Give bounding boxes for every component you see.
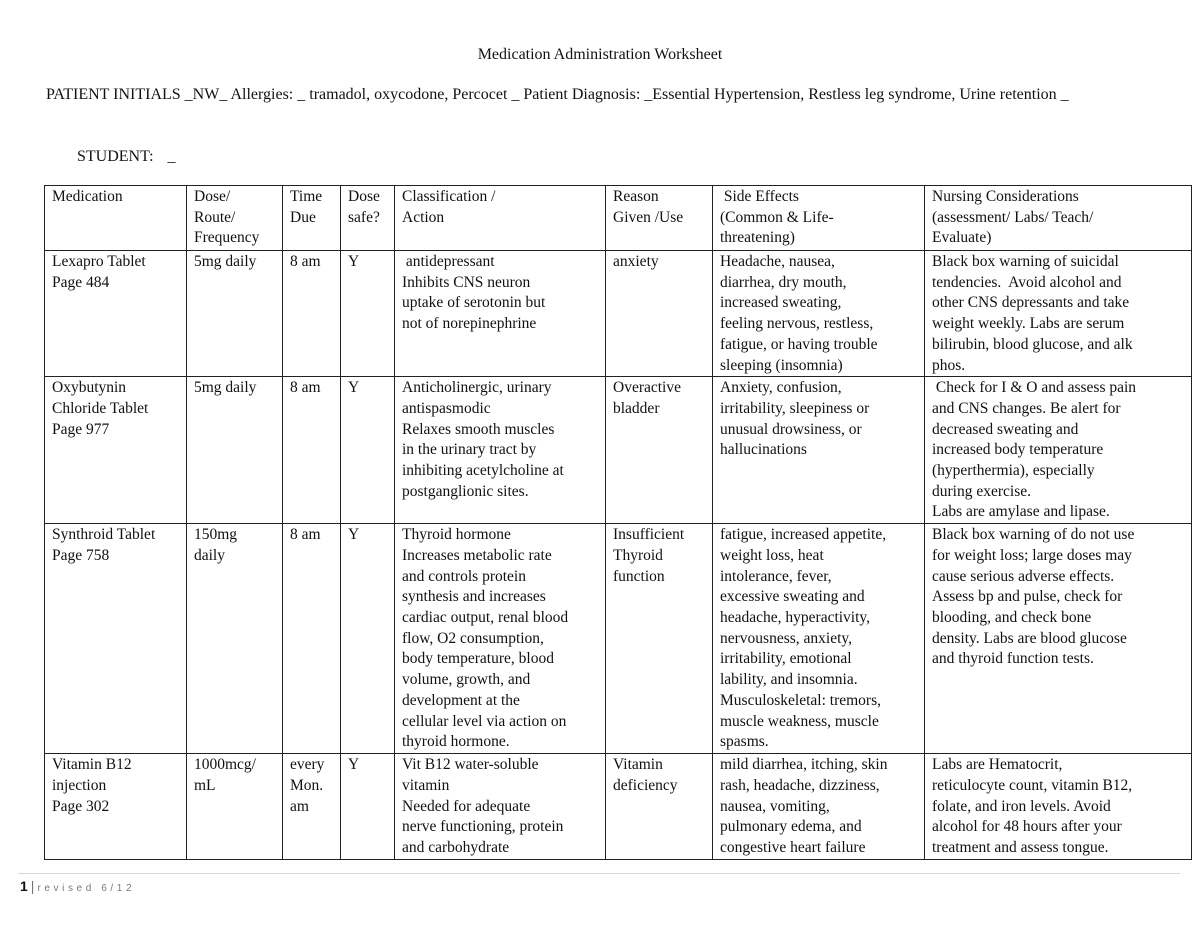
table-row-vitamin-b12 bbox=[45, 754, 1192, 860]
cell-text-line: Black box warning of suicidal bbox=[932, 253, 1119, 270]
medication-table bbox=[44, 185, 1192, 860]
cell-text-line: Synthroid Tablet bbox=[52, 526, 156, 544]
cell-text-line: Lexapro Tablet bbox=[52, 253, 146, 270]
cell-text-line: injection bbox=[52, 776, 107, 794]
cell-dose-safe bbox=[341, 524, 395, 754]
cell-text-line: alcohol for 48 hours after your bbox=[932, 818, 1122, 836]
cell-text-line: nerve functioning, protein bbox=[402, 818, 564, 836]
cell-text-line: Black box warning of do not use bbox=[932, 526, 1135, 544]
cell-dose bbox=[187, 377, 283, 524]
cell-text-line: intolerance, fever, bbox=[720, 567, 832, 585]
cell-text-line: Insufficient bbox=[613, 526, 685, 544]
footer-divider bbox=[18, 873, 1180, 874]
cell-text-line: density. Labs are blood glucose bbox=[932, 629, 1127, 647]
cell-text-line: cause serious adverse effects. bbox=[932, 567, 1115, 585]
cell-text-line: Nursing Considerations bbox=[932, 188, 1079, 205]
cell-text-line: 8 am bbox=[290, 253, 321, 270]
table-header-row bbox=[45, 186, 1192, 251]
cell-text-line: thyroid hormone. bbox=[402, 733, 510, 751]
cell-text-line: and thyroid function tests. bbox=[932, 650, 1094, 668]
cell-dose bbox=[187, 251, 283, 377]
cell-reason bbox=[606, 251, 713, 377]
cell-text-line: Page 977 bbox=[52, 420, 110, 438]
cell-dose bbox=[187, 754, 283, 860]
cell-text-line: Side Effects bbox=[720, 188, 799, 205]
patient-info-line: PATIENT INITIALS _NW_ Allergies: _ tramadol, oxycodone, Percocet _ Patient Diagnosis: _Essential Hypertension, Restless leg syndrome, Urine retention _ bbox=[46, 86, 1069, 103]
cell-text-line: Classification / bbox=[402, 188, 496, 205]
cell-text-line: Headache, nausea, bbox=[720, 253, 835, 270]
cell-dose-safe bbox=[341, 754, 395, 860]
cell-text-line: development at the bbox=[402, 691, 520, 709]
cell-text-line: weight weekly. Labs are serum bbox=[932, 315, 1125, 333]
header-medication bbox=[45, 186, 187, 251]
cell-text-line: 5mg daily bbox=[194, 253, 257, 270]
cell-text-line: spasms. bbox=[720, 733, 769, 751]
cell-text-line: feeling nervous, restless, bbox=[720, 315, 874, 333]
cell-classification bbox=[395, 377, 606, 524]
cell-text-line: antispasmodic bbox=[402, 399, 491, 417]
cell-text-line: Page 484 bbox=[52, 273, 110, 291]
cell-text-line: Y bbox=[348, 526, 360, 544]
header-dose-safe bbox=[341, 186, 395, 251]
header-dose-route-frequency bbox=[187, 186, 283, 251]
cell-side-effects bbox=[713, 251, 925, 377]
header-time-due bbox=[283, 186, 341, 251]
cell-text-line: Mon. bbox=[290, 776, 324, 794]
cell-text-line: Assess bp and pulse, check for bbox=[932, 588, 1123, 606]
header-nursing-considerations bbox=[925, 186, 1192, 251]
cell-side-effects bbox=[713, 377, 925, 524]
cell-nursing-considerations bbox=[925, 754, 1192, 860]
cell-text-line: cardiac output, renal blood bbox=[402, 609, 569, 627]
cell-text-line: sleeping (insomnia) bbox=[720, 356, 843, 374]
cell-text-line: Time bbox=[290, 188, 323, 205]
cell-text-line: Labs are amylase and lipase. bbox=[932, 503, 1110, 521]
cell-text-line: daily bbox=[194, 546, 225, 564]
student-line bbox=[77, 146, 176, 168]
cell-text-line: Thyroid hormone bbox=[402, 526, 511, 544]
cell-time-due bbox=[283, 524, 341, 754]
cell-text-line: diarrhea, dry mouth, bbox=[720, 273, 847, 291]
cell-text-line: Thyroid bbox=[613, 546, 663, 564]
cell-text-line: Oxybutynin bbox=[52, 379, 127, 397]
cell-text-line: Y bbox=[348, 756, 360, 774]
cell-text-line: nausea, vomiting, bbox=[720, 797, 830, 815]
cell-text-line: other CNS depressants and take bbox=[932, 294, 1130, 312]
cell-text-line: Labs are Hematocrit, bbox=[932, 756, 1063, 774]
cell-text-line: Increases metabolic rate bbox=[402, 546, 552, 564]
cell-text-line: not of norepinephrine bbox=[402, 315, 537, 333]
cell-text-line: threatening) bbox=[720, 229, 795, 247]
cell-text-line: in the urinary tract by bbox=[402, 441, 537, 459]
cell-text-line: bladder bbox=[613, 399, 660, 417]
cell-text-line: Route/ bbox=[194, 208, 236, 226]
cell-time-due bbox=[283, 377, 341, 524]
header-reason-given bbox=[606, 186, 713, 251]
cell-text-line: and CNS changes. Be alert for bbox=[932, 399, 1121, 417]
table-row-lexapro bbox=[45, 251, 1192, 377]
header-classification-action bbox=[395, 186, 606, 251]
cell-text-line: every bbox=[290, 756, 325, 774]
cell-text-line: increased sweating, bbox=[720, 294, 842, 312]
cell-text-line: Check for I & O and assess pain bbox=[932, 379, 1137, 397]
cell-text-line: Y bbox=[348, 379, 360, 397]
cell-dose-safe bbox=[341, 251, 395, 377]
cell-text-line: cellular level via action on bbox=[402, 712, 567, 730]
page-footer bbox=[20, 877, 135, 898]
cell-text-line: 150mg bbox=[194, 526, 238, 544]
cell-side-effects bbox=[713, 524, 925, 754]
cell-nursing-considerations bbox=[925, 524, 1192, 754]
cell-text-line: rash, headache, dizziness, bbox=[720, 776, 880, 794]
cell-text-line: 8 am bbox=[290, 379, 321, 397]
cell-text-line: vitamin bbox=[402, 776, 450, 794]
cell-text-line: blooding, and check bone bbox=[932, 609, 1092, 627]
cell-text-line: Given /Use bbox=[613, 208, 684, 226]
footer-separator: | bbox=[30, 878, 35, 894]
cell-medication bbox=[45, 251, 187, 377]
cell-text-line: muscle weakness, muscle bbox=[720, 712, 879, 730]
cell-text-line: Vitamin B12 bbox=[52, 756, 132, 774]
cell-text-line: fatigue, increased appetite, bbox=[720, 526, 887, 544]
cell-text-line: reticulocyte count, vitamin B12, bbox=[932, 776, 1133, 794]
cell-text-line: flow, O2 consumption, bbox=[402, 629, 544, 647]
cell-classification bbox=[395, 524, 606, 754]
cell-text-line: (Common & Life- bbox=[720, 208, 834, 226]
cell-text-line: excessive sweating and bbox=[720, 588, 865, 606]
cell-side-effects bbox=[713, 754, 925, 860]
cell-text-line: Dose/ bbox=[194, 188, 231, 205]
cell-text-line: Vitamin bbox=[613, 756, 663, 774]
table-row-oxybutynin bbox=[45, 377, 1192, 524]
cell-reason bbox=[606, 377, 713, 524]
cell-dose-safe bbox=[341, 377, 395, 524]
student-label: STUDENT: bbox=[77, 148, 154, 165]
cell-medication bbox=[45, 754, 187, 860]
cell-text-line: deficiency bbox=[613, 776, 678, 794]
cell-text-line: Due bbox=[290, 208, 316, 226]
cell-text-line: bilirubin, blood glucose, and alk bbox=[932, 335, 1133, 353]
cell-text-line: Vit B12 water-soluble bbox=[402, 756, 539, 774]
cell-text-line: Evaluate) bbox=[932, 229, 992, 247]
student-value: _ bbox=[167, 148, 176, 165]
cell-text-line: increased body temperature bbox=[932, 441, 1104, 459]
cell-text-line: unusual drowsiness, or bbox=[720, 420, 862, 438]
cell-text-line: Action bbox=[402, 208, 445, 226]
cell-medication bbox=[45, 524, 187, 754]
cell-dose bbox=[187, 524, 283, 754]
cell-text-line: decreased sweating and bbox=[932, 420, 1079, 438]
cell-text-line: function bbox=[613, 567, 665, 585]
cell-text-line: volume, growth, and bbox=[402, 671, 531, 689]
cell-text-line: hallucinations bbox=[720, 441, 807, 459]
page-number: 1 bbox=[20, 878, 28, 894]
cell-text-line: congestive heart failure bbox=[720, 839, 866, 857]
cell-text-line: Medication bbox=[52, 188, 123, 205]
cell-text-line: and controls protein bbox=[402, 567, 526, 585]
cell-text-line: Frequency bbox=[194, 229, 260, 247]
cell-text-line: phos. bbox=[932, 356, 966, 374]
cell-text-line: lability, and insomnia. bbox=[720, 671, 858, 689]
cell-text-line: irritability, emotional bbox=[720, 650, 852, 668]
cell-text-line: body temperature, blood bbox=[402, 650, 554, 668]
cell-text-line: weight loss, heat bbox=[720, 546, 824, 564]
cell-text-line: mild diarrhea, itching, skin bbox=[720, 756, 888, 774]
cell-text-line: fatigue, or having trouble bbox=[720, 335, 878, 353]
cell-text-line: 8 am bbox=[290, 526, 321, 544]
revision-note: revised 6/12 bbox=[37, 883, 136, 894]
cell-text-line: Dose bbox=[348, 188, 380, 205]
cell-text-line: and carbohydrate bbox=[402, 839, 510, 857]
cell-classification bbox=[395, 754, 606, 860]
cell-text-line: anxiety bbox=[613, 253, 659, 270]
cell-text-line: treatment and assess tongue. bbox=[932, 839, 1109, 857]
cell-text-line: 5mg daily bbox=[194, 379, 257, 397]
cell-text-line: during exercise. bbox=[932, 482, 1031, 500]
cell-text-line: folate, and iron levels. Avoid bbox=[932, 797, 1111, 815]
cell-text-line: postganglionic sites. bbox=[402, 482, 529, 500]
cell-text-line: safe? bbox=[348, 208, 380, 226]
header-side-effects bbox=[713, 186, 925, 251]
cell-text-line: Reason bbox=[613, 188, 659, 205]
cell-text-line: Y bbox=[348, 253, 360, 270]
cell-text-line: synthesis and increases bbox=[402, 588, 546, 606]
cell-text-line: Page 758 bbox=[52, 546, 110, 564]
cell-text-line: Overactive bbox=[613, 379, 681, 397]
cell-text-line: am bbox=[290, 797, 309, 815]
cell-text-line: for weight loss; large doses may bbox=[932, 546, 1132, 564]
cell-text-line: Relaxes smooth muscles bbox=[402, 420, 555, 438]
cell-text-line: Anticholinergic, urinary bbox=[402, 379, 552, 397]
cell-nursing-considerations bbox=[925, 377, 1192, 524]
cell-text-line: Chloride Tablet bbox=[52, 399, 149, 417]
cell-text-line: uptake of serotonin but bbox=[402, 294, 546, 312]
cell-text-line: Anxiety, confusion, bbox=[720, 379, 842, 397]
cell-text-line: 1000mcg/ bbox=[194, 756, 256, 774]
cell-text-line: antidepressant bbox=[402, 253, 495, 270]
cell-text-line: Needed for adequate bbox=[402, 797, 531, 815]
table-row-synthroid bbox=[45, 524, 1192, 754]
cell-text-line: nervousness, anxiety, bbox=[720, 629, 853, 647]
cell-reason bbox=[606, 524, 713, 754]
cell-medication bbox=[45, 377, 187, 524]
cell-classification bbox=[395, 251, 606, 377]
cell-text-line: pulmonary edema, and bbox=[720, 818, 862, 836]
cell-reason bbox=[606, 754, 713, 860]
cell-nursing-considerations bbox=[925, 251, 1192, 377]
cell-text-line: inhibiting acetylcholine at bbox=[402, 462, 564, 480]
cell-time-due bbox=[283, 754, 341, 860]
cell-text-line: headache, hyperactivity, bbox=[720, 609, 871, 627]
cell-text-line: Musculoskeletal: tremors, bbox=[720, 691, 881, 709]
cell-text-line: irritability, sleepiness or bbox=[720, 399, 870, 417]
cell-text-line: (assessment/ Labs/ Teach/ bbox=[932, 208, 1094, 226]
cell-time-due bbox=[283, 251, 341, 377]
cell-text-line: tendencies. Avoid alcohol and bbox=[932, 273, 1122, 291]
cell-text-line: Inhibits CNS neuron bbox=[402, 273, 531, 291]
cell-text-line: (hyperthermia), especially bbox=[932, 462, 1095, 480]
page-title: Medication Administration Worksheet bbox=[477, 46, 723, 63]
cell-text-line: Page 302 bbox=[52, 797, 110, 815]
cell-text-line: mL bbox=[194, 776, 216, 794]
